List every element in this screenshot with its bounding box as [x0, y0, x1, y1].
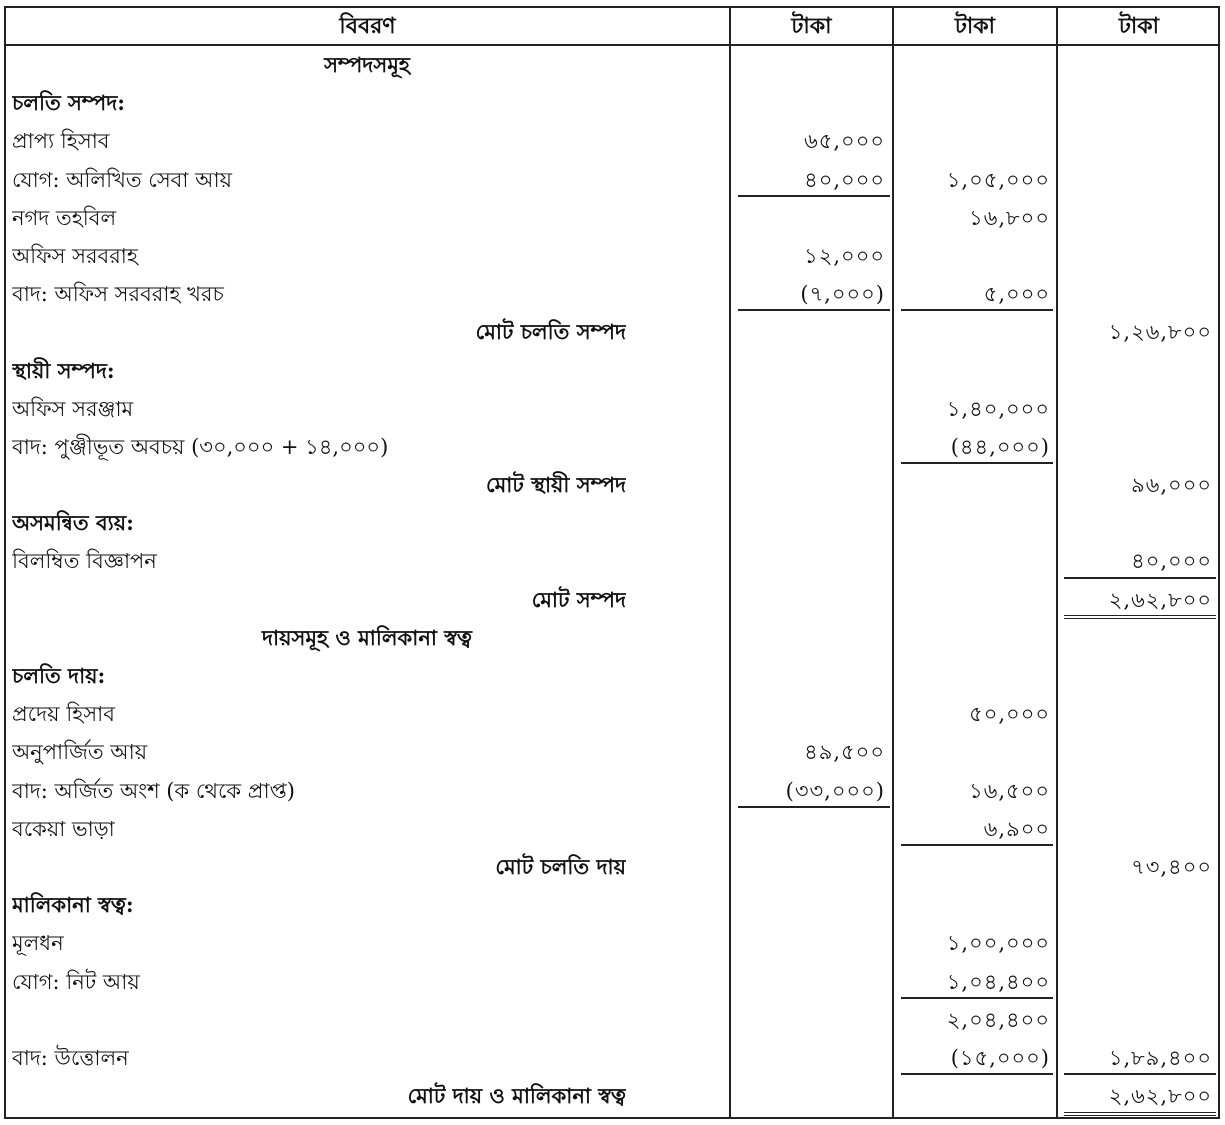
row-description: চলতি দায়:: [12, 663, 106, 688]
table-row: [6, 46, 1218, 84]
row-description: অনুপার্জিত আয়: [12, 740, 148, 765]
row-description: মোট স্থায়ী সম্পদ: [486, 472, 626, 498]
subtotal-underline: [1064, 577, 1216, 579]
table-row: [6, 466, 1218, 504]
amount-c2: ৬,৯০০: [983, 816, 1050, 841]
row-description: বিলম্বিত বিজ্ঞাপন: [12, 549, 157, 574]
table-body: [6, 46, 1218, 1115]
amount-c1: [733, 581, 893, 619]
subtotal-underline: [901, 462, 1053, 464]
amount-c2: ১৬,৫০০: [969, 778, 1050, 803]
row-description: মালিকানা স্বত্ব:: [12, 892, 134, 918]
amount-c1: [733, 695, 893, 733]
row-description: বাদ: অর্জিত অংশ (ক থেকে প্রাপ্ত): [12, 778, 296, 803]
table-row: [6, 848, 1218, 886]
amount-c1: (৩৩,০০০): [785, 778, 885, 803]
row-description: মূলধন: [12, 931, 64, 956]
amount-c3: ৪০,০০০: [1131, 549, 1212, 574]
subtotal-underline: [738, 806, 890, 808]
table-row: [6, 1039, 1218, 1077]
row-description: সম্পদসমূহ: [324, 52, 410, 77]
amount-c1: ১২,০০০: [804, 243, 885, 268]
amount-c1: [733, 1077, 893, 1115]
amount-c2: ১,০৪,৪০০: [946, 969, 1050, 994]
amount-c3: [1060, 504, 1220, 542]
table-row: [6, 313, 1218, 351]
amount-c1: [733, 848, 893, 886]
amount-c2: ১,০৫,০০০: [946, 167, 1050, 192]
header-description: বিবরণ: [339, 13, 396, 39]
amount-c3: [1060, 275, 1220, 313]
header-amount-col3: টাকা: [1118, 13, 1160, 39]
amount-c1: [733, 1039, 893, 1077]
row-description: যোগ: নিট আয়: [12, 969, 140, 994]
amount-c3: [1060, 122, 1220, 160]
amount-c2: (৪৪,০০০): [950, 434, 1050, 459]
amount-c1: [733, 924, 893, 962]
header-amount-col1: টাকা: [791, 13, 832, 39]
amount-c2: ৫,০০০: [983, 282, 1050, 307]
header-amount-col2: টাকা: [954, 13, 996, 39]
amount-c2: ৫০,০০০: [969, 702, 1050, 727]
table-row: [6, 581, 1218, 619]
amount-c2: [895, 886, 1058, 924]
amount-c1: [733, 466, 893, 504]
amount-c2: [895, 352, 1058, 390]
amount-c2: [895, 542, 1058, 580]
table-row: [6, 352, 1218, 390]
amount-c2: [895, 504, 1058, 542]
amount-c1: [733, 390, 893, 428]
subtotal-underline: [901, 997, 1053, 999]
table-row: [6, 657, 1218, 695]
amount-c2: ১,৪০,০০০: [946, 396, 1050, 421]
amount-c1: [733, 963, 893, 1001]
amount-c3: [1060, 390, 1220, 428]
amount-c1: [733, 886, 893, 924]
amount-c2: [895, 581, 1058, 619]
amount-c3: ২,৬২,৮০০: [1108, 1084, 1212, 1109]
amount-c3: [1060, 619, 1220, 657]
row-description: বকেয়া ভাড়া: [12, 816, 115, 841]
table-row: [6, 428, 1218, 466]
amount-c3: [1060, 657, 1220, 695]
table-row: [6, 199, 1218, 237]
subtotal-underline: [1064, 1073, 1216, 1075]
table-row: [6, 542, 1218, 580]
amount-c1: [733, 428, 893, 466]
amount-c2: [895, 848, 1058, 886]
amount-c3: [1060, 428, 1220, 466]
subtotal-underline: [901, 1073, 1053, 1075]
table-row: [6, 772, 1218, 810]
amount-c1: [733, 657, 893, 695]
balance-sheet-table: [4, 6, 1220, 1119]
amount-c1: [733, 542, 893, 580]
row-description: মোট চলতি সম্পদ: [475, 319, 626, 345]
amount-c3: [1060, 199, 1220, 237]
row-description: অসমন্বিত ব্যয়:: [12, 510, 134, 536]
amount-c1: [733, 504, 893, 542]
amount-c3: [1060, 886, 1220, 924]
amount-c3: [1060, 963, 1220, 1001]
amount-c1: [733, 810, 893, 848]
subtotal-underline: [738, 309, 890, 311]
table-row: [6, 695, 1218, 733]
table-row: [6, 504, 1218, 542]
row-description: বাদ: উত্তোলন: [12, 1045, 129, 1070]
double-underline: [1064, 615, 1216, 619]
amount-c1: [733, 352, 893, 390]
amount-c1: [733, 313, 893, 351]
row-description: অফিস সরবরাহ: [12, 243, 138, 268]
table-row: [6, 275, 1218, 313]
row-description: নগদ তহবিল: [12, 205, 117, 230]
amount-c3: [1060, 237, 1220, 275]
amount-c3: [1060, 84, 1220, 122]
amount-c1: [733, 46, 893, 84]
row-description: বাদ: পুঞ্জীভূত অবচয় (৩০,০০০ + ১৪,০০০): [12, 434, 389, 459]
amount-c2: [895, 733, 1058, 771]
amount-c2: [895, 46, 1058, 84]
amount-c3: ১,৮৯,৪০০: [1108, 1045, 1212, 1070]
table-row: [6, 122, 1218, 160]
amount-c3: [1060, 46, 1220, 84]
amount-c2: [895, 313, 1058, 351]
table-row: [6, 924, 1218, 962]
subtotal-underline: [738, 195, 890, 197]
amount-c3: ১,২৬,৮০০: [1108, 320, 1212, 345]
table-row: [6, 1077, 1218, 1115]
row-description: দায়সমূহ ও মালিকানা স্বত্ব: [262, 624, 472, 650]
double-underline: [1064, 1112, 1216, 1116]
amount-c1: ৪৯,৫০০: [804, 740, 885, 765]
table-row: [6, 390, 1218, 428]
amount-c3: [1060, 733, 1220, 771]
amount-c2: ১,০০,০০০: [946, 931, 1050, 956]
table-row: [6, 963, 1218, 1001]
amount-c2: ২,০৪,৪০০: [946, 1007, 1050, 1032]
amount-c3: [1060, 772, 1220, 810]
row-description: মোট দায় ও মালিকানা স্বত্ব: [407, 1083, 626, 1109]
amount-c3: [1060, 695, 1220, 733]
amount-c2: [895, 122, 1058, 160]
amount-c1: ৪০,০০০: [804, 167, 885, 192]
amount-c1: ৬৫,০০০: [804, 129, 885, 154]
amount-c3: ৯৬,০০০: [1131, 473, 1212, 498]
row-description: চলতি সম্পদ:: [12, 90, 126, 116]
row-description: প্রদেয় হিসাব: [12, 702, 115, 727]
amount-c2: (১৫,০০০): [950, 1045, 1050, 1070]
amount-c3: [1060, 810, 1220, 848]
subtotal-underline: [901, 844, 1053, 846]
amount-c1: (৭,০০০): [800, 282, 885, 307]
table-row: [6, 161, 1218, 199]
row-description: যোগ: অলিখিত সেবা আয়: [12, 167, 233, 192]
table-row: [6, 1001, 1218, 1039]
row-description: স্থায়ী সম্পদ:: [12, 357, 115, 383]
row-description: প্রাপ্য হিসাব: [12, 129, 110, 154]
row-description: [12, 1001, 724, 1039]
table-row: [6, 237, 1218, 275]
amount-c1: [733, 199, 893, 237]
amount-c1: [733, 1001, 893, 1039]
row-description: মোট সম্পদ: [531, 586, 626, 612]
row-description: অফিস সরঞ্জাম: [12, 396, 134, 421]
table-row: [6, 84, 1218, 122]
amount-c2: [895, 619, 1058, 657]
amount-c1: [733, 84, 893, 122]
amount-c3: [1060, 161, 1220, 199]
amount-c3: ২,৬২,৮০০: [1108, 587, 1212, 612]
amount-c2: ১৬,৮০০: [969, 205, 1050, 230]
amount-c3: [1060, 1001, 1220, 1039]
amount-c3: ৭৩,৪০০: [1131, 854, 1212, 879]
amount-c2: [895, 84, 1058, 122]
table-row: [6, 810, 1218, 848]
amount-c3: [1060, 924, 1220, 962]
amount-c2: [895, 1077, 1058, 1115]
amount-c3: [1060, 352, 1220, 390]
amount-c1: [733, 619, 893, 657]
subtotal-underline: [901, 309, 1053, 311]
amount-c2: [895, 237, 1058, 275]
amount-c2: [895, 466, 1058, 504]
table-row: [6, 886, 1218, 924]
row-description: মোট চলতি দায়: [495, 853, 626, 879]
row-description: বাদ: অফিস সরবরাহ খরচ: [12, 282, 224, 307]
amount-c2: [895, 657, 1058, 695]
table-row: [6, 733, 1218, 771]
table-row: [6, 619, 1218, 657]
